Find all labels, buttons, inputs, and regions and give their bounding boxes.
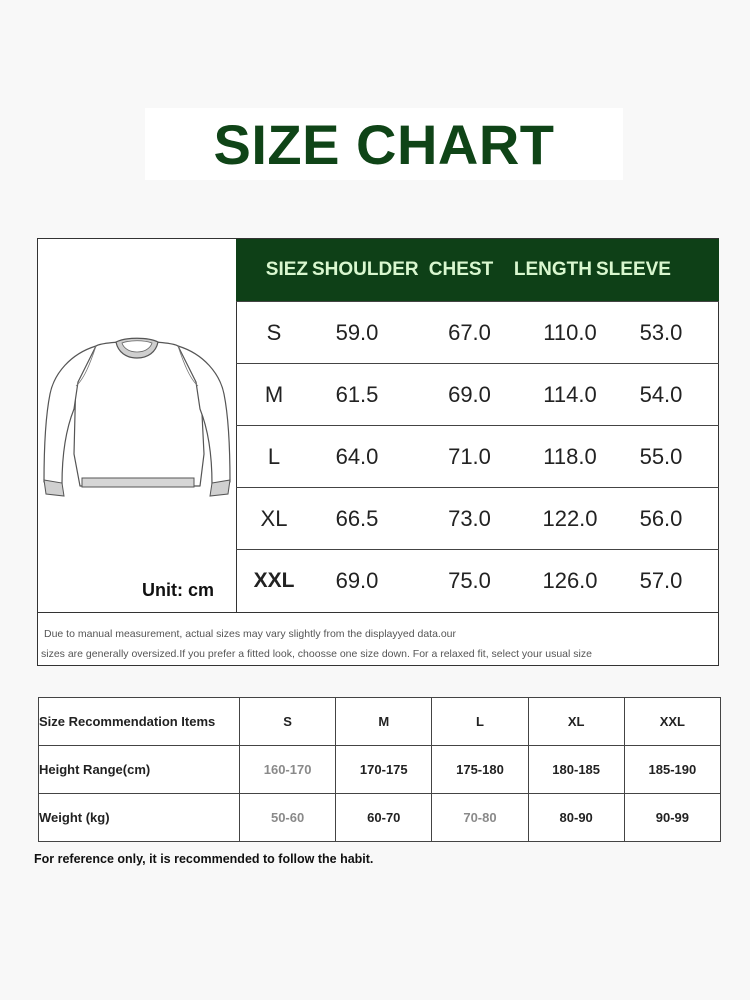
measurement-table [236,239,719,611]
length-cell: 118.0 [543,443,597,469]
size-cell: XL [260,505,288,531]
table-row [39,698,721,746]
length-cell: 114.0 [543,381,597,407]
sleeve-cell: 54.0 [639,381,683,407]
weight-cell: 70-80 [432,794,528,842]
weight-cell: 50-60 [240,794,336,842]
sleeve-cell: 53.0 [639,319,683,345]
sleeve-cell: 56.0 [639,505,683,531]
header-size-xxl: XXL [624,698,720,746]
height-range-label: Height Range(cm) [39,746,240,794]
height-cell: 180-185 [528,746,624,794]
size-cell: XXL [253,568,295,592]
length-cell: 122.0 [542,505,598,531]
chest-cell: 69.0 [448,381,491,407]
footnote: For reference only, it is recommended to follow the habit. [34,852,374,866]
header-length: LENGTH [513,259,592,280]
sleeve-cell: 57.0 [639,567,683,593]
header-size-l: L [432,698,528,746]
sleeve-cell: 55.0 [639,443,683,469]
length-cell: 126.0 [542,567,598,593]
chest-cell: 73.0 [448,505,491,531]
chest-cell: 67.0 [448,319,491,345]
header-size-xl: XL [528,698,624,746]
size-recommendation-table [38,697,721,842]
measurement-note [38,612,718,666]
table-row [236,425,719,487]
note-line: Due to manual measurement, actual sizes may vary slightly from the displayyed data.our [44,628,457,640]
sweatshirt-illustration [40,334,234,509]
header-chest: CHEST [428,259,494,280]
table-row [39,746,721,794]
height-cell: 160-170 [240,746,336,794]
height-cell: 185-190 [624,746,720,794]
size-cell: L [267,443,281,469]
shoulder-cell: 66.5 [335,505,379,531]
height-cell: 170-175 [336,746,432,794]
weight-cell: 80-90 [528,794,624,842]
shoulder-cell: 59.0 [335,319,379,345]
page-title: SIZE CHART [213,112,555,176]
shoulder-cell: 69.0 [335,567,379,593]
weight-cell: 90-99 [624,794,720,842]
shoulder-cell: 61.5 [335,381,379,407]
size-chart [37,238,719,666]
table-row [236,549,719,611]
garment-panel [38,239,237,612]
note-line: sizes are generally oversized.If you prefer a fitted look, choosse one size down. For a relaxed fit, select your usual size [41,648,592,660]
size-cell: M [264,381,284,407]
header-shoulder: SHOULDER [312,259,419,280]
table-row [236,487,719,549]
size-cell: S [266,319,282,345]
table-header [236,239,719,301]
header-size-m: M [336,698,432,746]
table-row [236,363,719,425]
header-sleeve: SLEEVE [596,259,671,280]
weight-label: Weight (kg) [39,794,240,842]
recommendation-header-label: Size Recommendation Items [39,698,240,746]
chest-cell: 71.0 [448,443,491,469]
weight-cell: 60-70 [336,794,432,842]
header-size: SIEZ [265,259,308,280]
table-row [236,301,719,363]
header-size-s: S [240,698,336,746]
chest-cell: 75.0 [448,567,491,593]
table-row [39,794,721,842]
shoulder-cell: 64.0 [335,443,379,469]
height-cell: 175-180 [432,746,528,794]
unit-label: Unit: cm [142,580,214,600]
length-cell: 110.0 [543,319,597,345]
